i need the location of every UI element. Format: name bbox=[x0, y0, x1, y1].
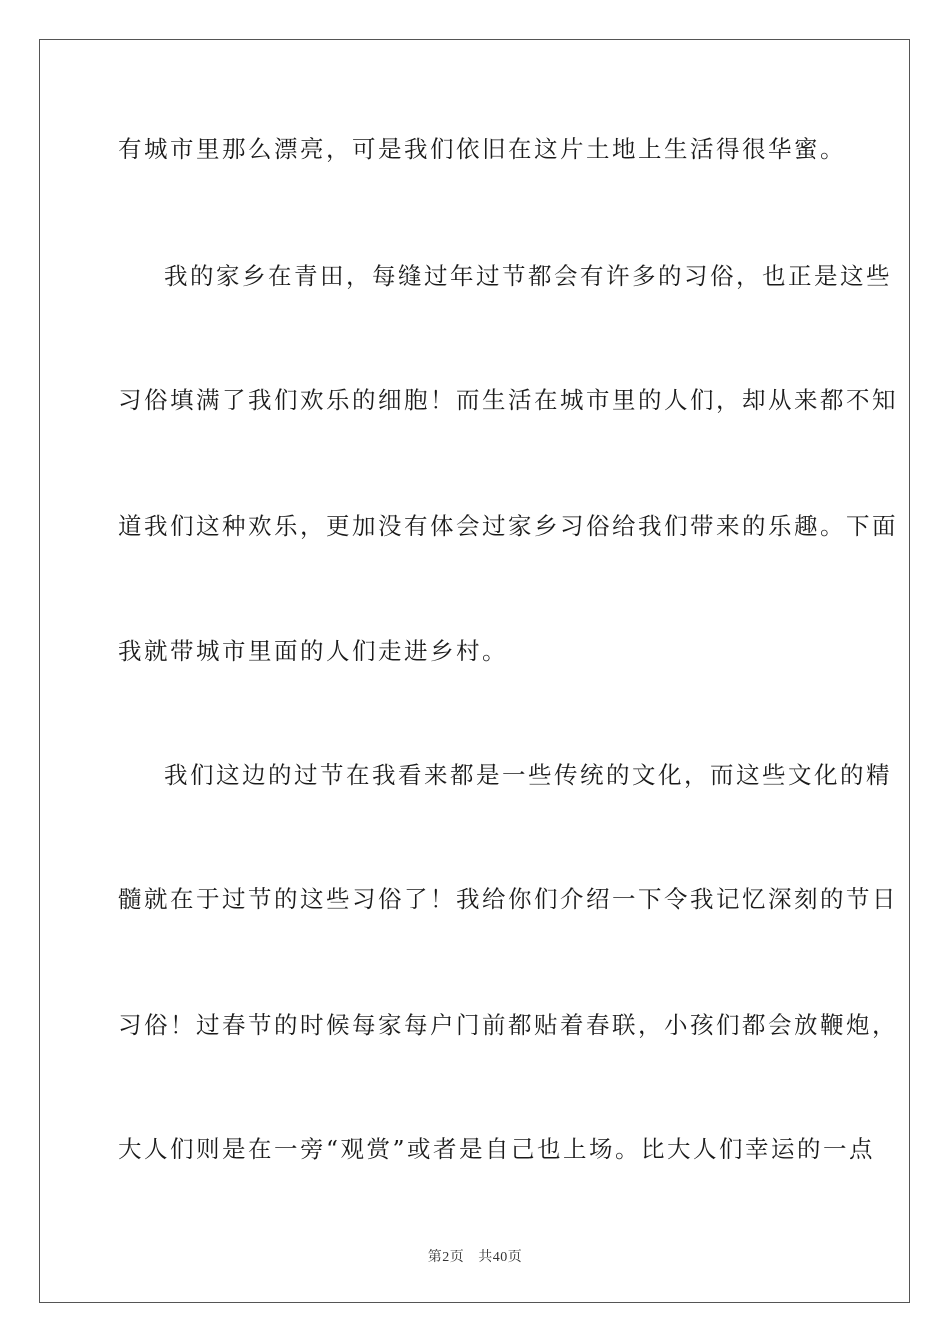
paragraph-line: 我就带城市里面的人们走进乡村。 bbox=[118, 637, 508, 665]
page-total: 共40页 bbox=[478, 1250, 523, 1265]
paragraph-line: 习俗填满了我们欢乐的细胞！而生活在城市里的人们，却从来都不知 bbox=[118, 386, 898, 414]
paragraph-line: 我们这边的过节在我看来都是一些传统的文化，而这些文化的精 bbox=[164, 761, 892, 789]
page-number: 第2页 bbox=[427, 1250, 465, 1265]
paragraph-line: 大人们则是在一旁“观赏”或者是自己也上场。比大人们幸运的一点 bbox=[118, 1135, 876, 1163]
paragraph-line: 有城市里那么漂亮，可是我们依旧在这片土地上生活得很华蜜。 bbox=[118, 135, 846, 163]
page-border bbox=[39, 39, 910, 1303]
paragraph-line: 习俗！过春节的时候每家每户门前都贴着春联，小孩们都会放鞭炮， bbox=[118, 1011, 898, 1039]
paragraph-line: 我的家乡在青田，每缝过年过节都会有许多的习俗，也正是这些 bbox=[164, 262, 892, 290]
paragraph-line: 髓就在于过节的这些习俗了！我给你们介绍一下令我记忆深刻的节日 bbox=[118, 885, 898, 913]
page-footer bbox=[0, 1246, 950, 1266]
paragraph-line: 道我们这种欢乐，更加没有体会过家乡习俗给我们带来的乐趣。下面 bbox=[118, 512, 898, 540]
